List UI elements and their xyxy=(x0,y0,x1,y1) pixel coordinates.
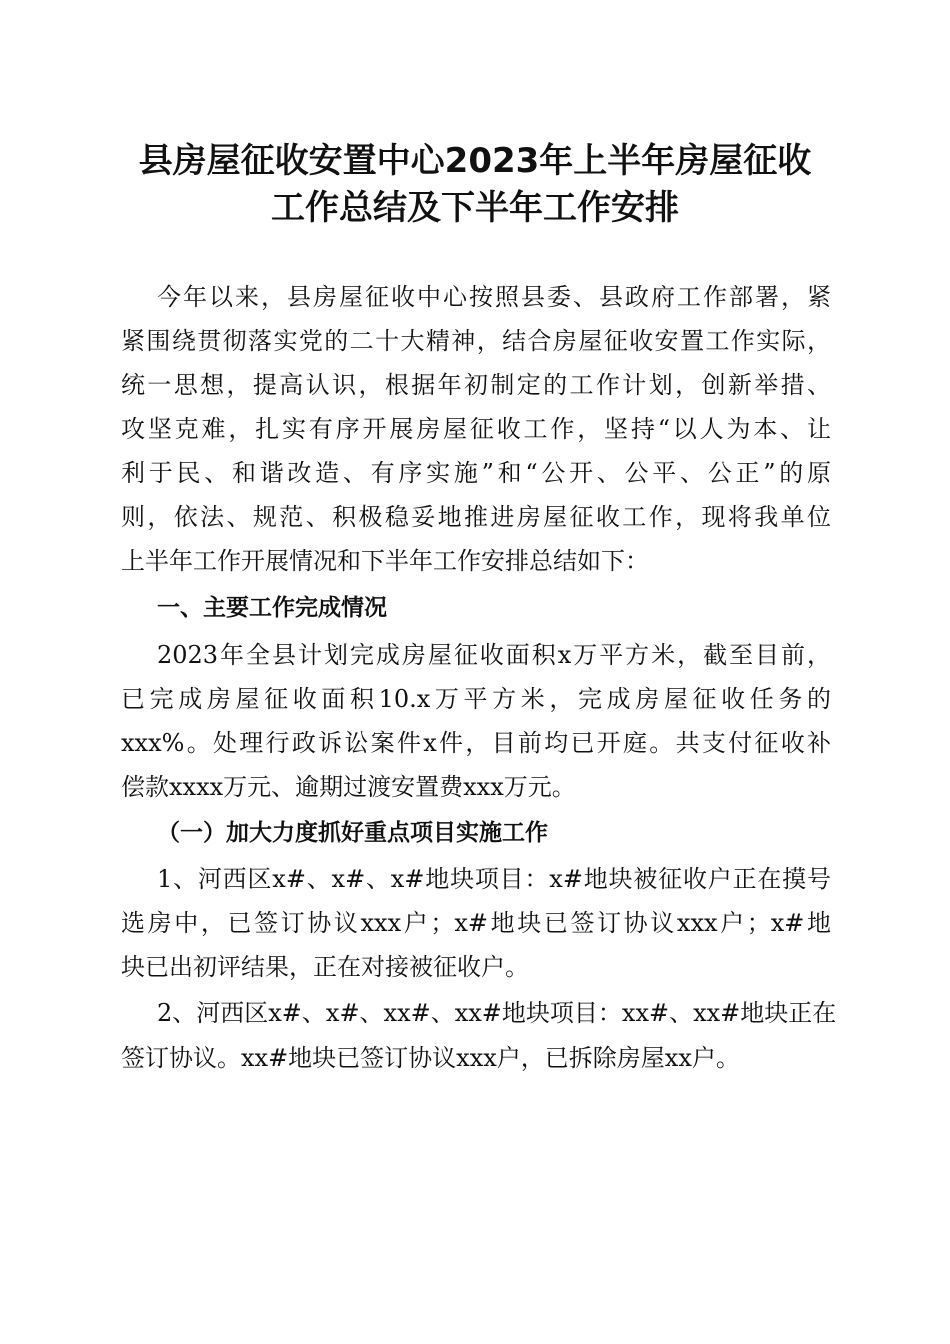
document-title-line-2: 工作总结及下半年工作安排 xyxy=(271,188,679,228)
item-1-line-3: 块已出初评结果，正在对接被征收户。 xyxy=(121,953,529,981)
intro-line-7: 上半年工作开展情况和下半年工作安排总结如下： xyxy=(121,547,649,575)
intro-line-1: 今年以来，县房屋征收中心按照县委、县政府工作部署，紧 xyxy=(157,283,831,311)
intro-line-3: 统一思想，提高认识，根据年初制定的工作计划，创新举措、 xyxy=(121,371,831,399)
item-1-line-1: 1、河西区x#、x#、x#地块项目：x#地块被征收户正在摸号 xyxy=(157,865,831,893)
intro-line-6: 则，依法、规范、积极稳妥地推进房屋征收工作，现将我单位 xyxy=(121,503,831,531)
section-1-line-4: 偿款xxxx万元、逾期过渡安置费xxx万元。 xyxy=(121,773,576,801)
item-1-line-2: 选房中，已签订协议xxx户；x#地块已签订协议xxx户；x#地 xyxy=(121,909,831,937)
section-1-line-3: xxx%。处理行政诉讼案件x件，目前均已开庭。共支付征收补 xyxy=(121,729,831,757)
intro-line-5: 利于民、和谐改造、有序实施”和“公开、公平、公正”的原 xyxy=(121,459,831,487)
item-2-line-2: 签订协议。xx#地块已签订协议xxx户，已拆除房屋xx户。 xyxy=(121,1044,740,1072)
section-1-heading: 一、主要工作完成情况 xyxy=(157,595,387,621)
section-1-line-1: 2023年全县计划完成房屋征收面积x万平方米，截至目前， xyxy=(157,641,831,669)
intro-line-2: 紧围绕贯彻落实党的二十大精神，结合房屋征收安置工作实际， xyxy=(121,327,831,355)
document-title-line-1: 县房屋征收安置中心2023年上半年房屋征收 xyxy=(138,141,812,181)
subsection-1-heading: （一）加大力度抓好重点项目实施工作 xyxy=(157,819,548,846)
section-1-line-2: 已完成房屋征收面积10.x万平方米，完成房屋征收任务的 xyxy=(121,685,831,713)
item-2-line-1: 2、河西区x#、x#、xx#、xx#地块项目：xx#、xx#地块正在 xyxy=(157,999,837,1027)
intro-line-4: 攻坚克难，扎实有序开展房屋征收工作，坚持“以人为本、让 xyxy=(121,415,831,443)
